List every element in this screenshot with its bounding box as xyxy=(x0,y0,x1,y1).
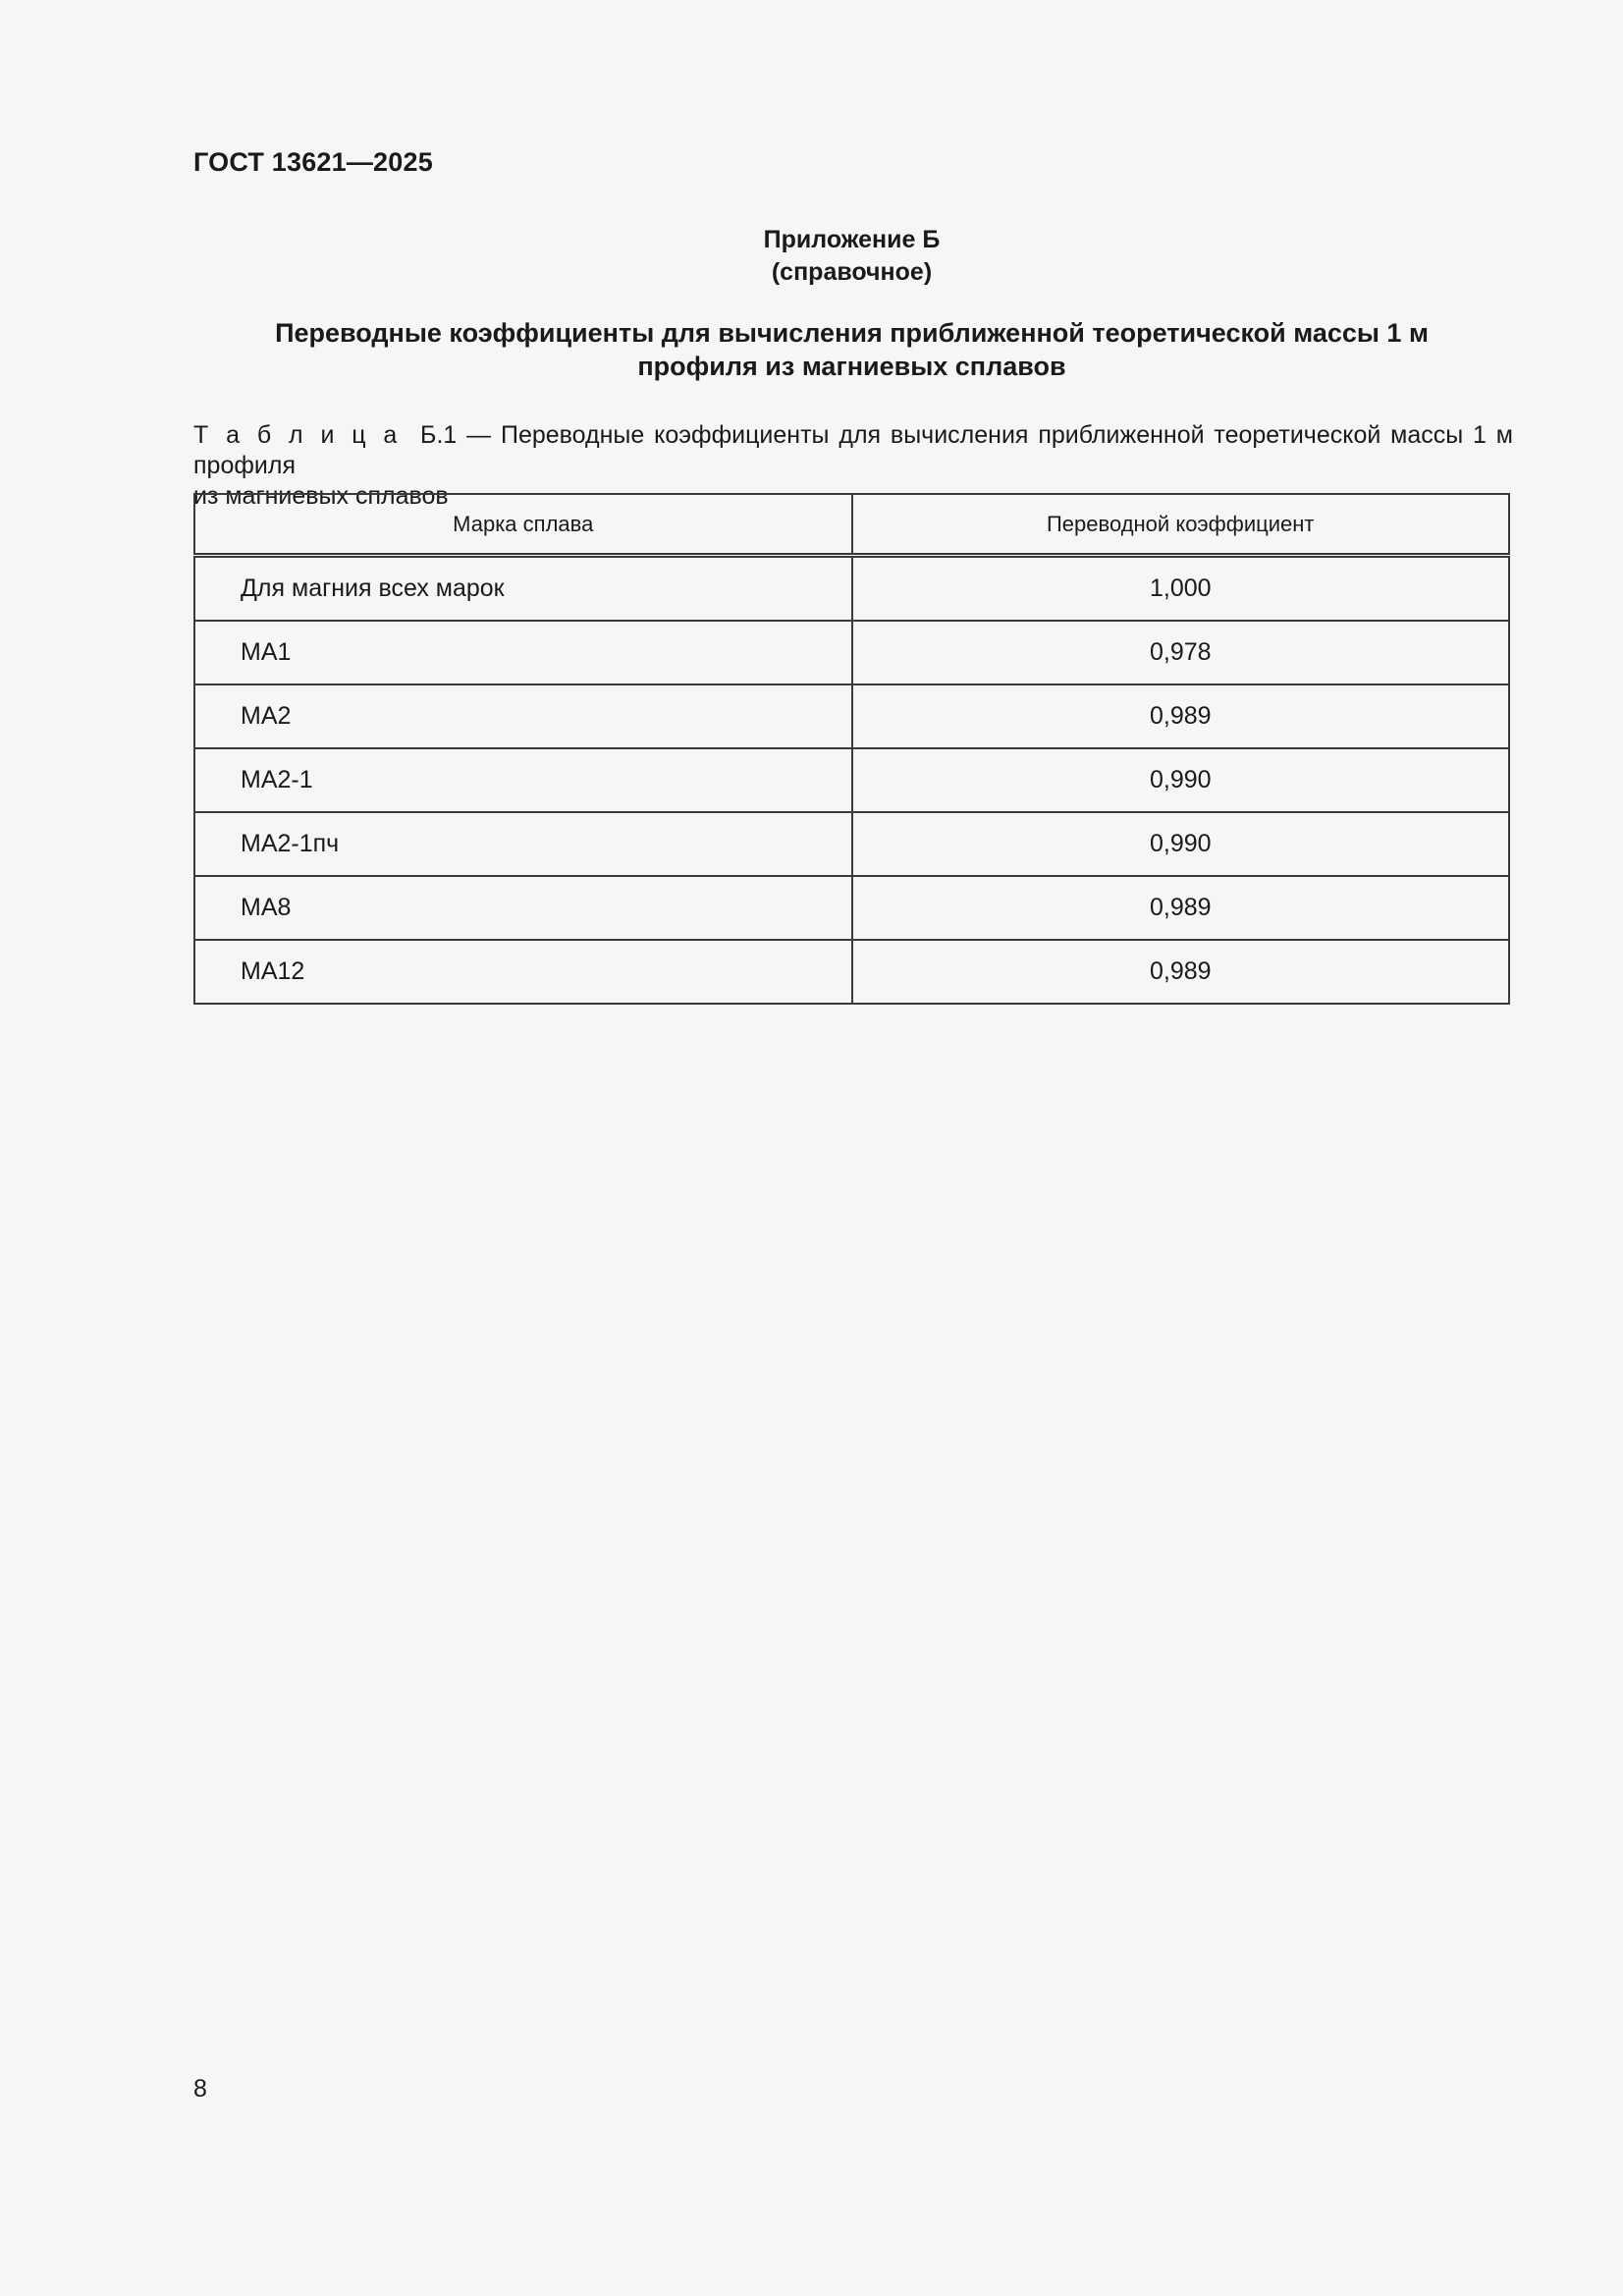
conversion-table xyxy=(193,493,1510,1005)
coefficient-cell: 0,990 xyxy=(852,812,1510,876)
appendix-title-line-2: профиля из магниевых сплавов xyxy=(637,352,1066,381)
table-caption-line-1 xyxy=(193,420,1513,481)
document-code: ГОСТ 13621—2025 xyxy=(193,147,433,177)
alloy-grade-cell: МА1 xyxy=(194,621,852,684)
alloy-grade-cell: МА2-1пч xyxy=(194,812,852,876)
table-row xyxy=(194,812,1509,876)
page-number: 8 xyxy=(193,2075,207,2103)
coefficient-cell: 1,000 xyxy=(852,556,1510,622)
table-caption-line-2: из магниевых сплавов xyxy=(193,482,449,510)
alloy-grade-cell: Для магния всех марок xyxy=(194,556,852,622)
coefficient-cell: 0,978 xyxy=(852,621,1510,684)
appendix-title-line-1: Переводные коэффициенты для вычисления приближенной теоретической массы 1 м xyxy=(275,318,1429,348)
alloy-grade-cell: МА12 xyxy=(194,940,852,1004)
table-row xyxy=(194,684,1509,748)
conversion-table-container xyxy=(193,493,1510,1005)
appendix-label: Приложение Б xyxy=(763,226,941,253)
alloy-grade-cell: МА2 xyxy=(194,684,852,748)
appendix-title xyxy=(193,316,1510,383)
table-caption-prefix: Т а б л и ц а xyxy=(193,421,402,449)
column-header-grade: Марка сплава xyxy=(194,494,852,556)
alloy-grade-cell: МА8 xyxy=(194,876,852,940)
coefficient-cell: 0,989 xyxy=(852,940,1510,1004)
table-row xyxy=(194,556,1509,622)
table-row xyxy=(194,940,1509,1004)
table-row xyxy=(194,621,1509,684)
coefficient-cell: 0,989 xyxy=(852,684,1510,748)
column-header-coefficient: Переводной коэффициент xyxy=(852,494,1510,556)
table-header-row xyxy=(194,494,1509,556)
appendix-type: (справочное) xyxy=(771,258,933,286)
coefficient-cell: 0,990 xyxy=(852,748,1510,812)
table-caption-text: Б.1 — Переводные коэффициенты для вычисления приближенной теоретической массы 1 м профиля xyxy=(193,421,1513,479)
appendix-heading xyxy=(193,224,1510,289)
alloy-grade-cell: МА2-1 xyxy=(194,748,852,812)
table-row xyxy=(194,876,1509,940)
table-row xyxy=(194,748,1509,812)
coefficient-cell: 0,989 xyxy=(852,876,1510,940)
